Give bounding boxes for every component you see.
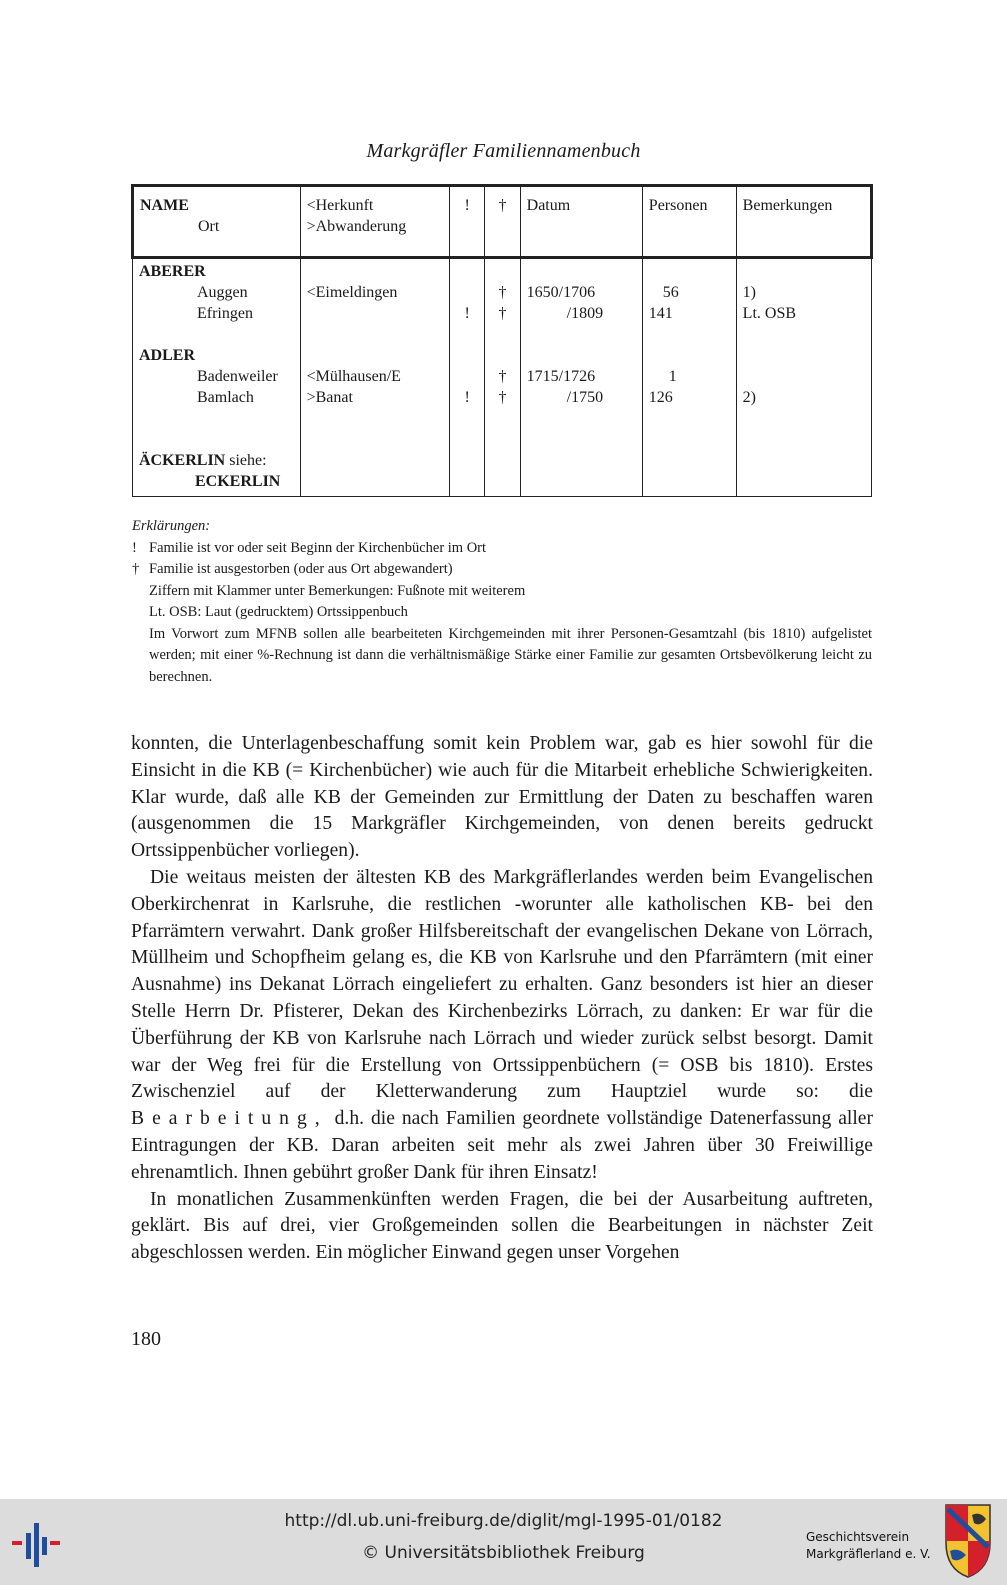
legend-item bbox=[132, 559, 872, 581]
table-row bbox=[133, 345, 872, 366]
footer-bar bbox=[0, 1499, 1007, 1585]
header-name: NAME bbox=[140, 197, 189, 214]
legend-symbol: † bbox=[132, 561, 140, 577]
header-personen: Personen bbox=[642, 186, 736, 258]
legend-text: Ziffern mit Klammer unter Bemerkungen: Fußnote mit weiterem bbox=[149, 582, 526, 599]
header-ort: Ort bbox=[198, 218, 220, 235]
header-dagger: † bbox=[485, 186, 520, 258]
dagger-cell: † bbox=[485, 366, 520, 387]
header-herkunft-cell bbox=[300, 186, 449, 258]
header-abwanderung: >Abwanderung bbox=[306, 218, 407, 235]
source-url-link[interactable]: http://dl.ub.uni-freiburg.de/diglit/mgl-1995-01/0182 bbox=[284, 1511, 723, 1531]
personen-cell: 56 bbox=[642, 282, 736, 303]
legend-item bbox=[132, 581, 872, 603]
org-line-2: Markgräflerland e. V. bbox=[806, 1547, 931, 1561]
header-excl: ! bbox=[449, 186, 484, 258]
surname: ADLER bbox=[139, 347, 196, 364]
datum-cell: /1750 bbox=[520, 387, 642, 408]
dagger-cell: † bbox=[485, 387, 520, 408]
paragraph: konnten, die Unterlagenbeschaffung somit kein Problem war, gab es hier sowohl für die Einsicht in die KB (= Kirchenbücher) wie auch für die Mitarbeit erhebliche Schwierigkeiten. Klar wurde, daß alle KB der Gemeinden zur Ermittlung der Daten zu beschaffen waren (ausgenommen die 15 Markgräfler Kirchgemeinden, von denen bereits gedruckt Ortssippenbücher vorliegen). bbox=[131, 733, 873, 862]
personen-cell: 126 bbox=[642, 387, 736, 408]
place-name: Badenweiler bbox=[197, 368, 278, 385]
table-row bbox=[133, 387, 872, 408]
table-header-row bbox=[133, 186, 872, 258]
surname-cell bbox=[133, 258, 301, 283]
datum-cell: /1809 bbox=[520, 303, 642, 324]
legend-text: Lt. OSB: Laut (gedrucktem) Ortssippenbuch bbox=[149, 604, 408, 620]
datum-cell: 1650/1706 bbox=[520, 282, 642, 303]
table-row bbox=[133, 303, 872, 324]
place-name: Auggen bbox=[197, 284, 248, 301]
coat-of-arms-icon bbox=[944, 1503, 992, 1579]
dagger-cell: † bbox=[485, 282, 520, 303]
bemerkungen-cell: 2) bbox=[736, 387, 871, 408]
paragraph: In monatlichen Zusammenkünften werden Fragen, die bei der Ausarbeitung auftreten, geklärt. Bis auf drei, vier Großgemeinden sollen die Bearbeitungen in nächster Zeit abgeschlossen werden. Ein möglicher Einwand gegen unser Vorgehen bbox=[131, 1188, 873, 1264]
running-head: Markgräfler Familiennamenbuch bbox=[366, 140, 641, 162]
see-also-surname: ÄCKERLIN bbox=[139, 452, 226, 469]
legend-text: Familie ist ausgestorben (oder aus Ort abgewandert) bbox=[149, 561, 453, 577]
table-row bbox=[133, 282, 872, 303]
surname: ABERER bbox=[139, 263, 206, 280]
header-bemerkungen: Bemerkungen bbox=[736, 186, 871, 258]
personen-cell: 141 bbox=[642, 303, 736, 324]
bemerkungen-cell: Lt. OSB bbox=[736, 303, 871, 324]
org-line-1: Geschichtsverein bbox=[806, 1530, 910, 1544]
legend bbox=[132, 516, 872, 688]
header-name-cell bbox=[133, 186, 301, 258]
herkunft-cell: <Mülhausen/E bbox=[300, 366, 449, 387]
see-also-word: siehe: bbox=[229, 452, 267, 469]
datum-cell: 1715/1726 bbox=[520, 366, 642, 387]
see-also-target: ECKERLIN bbox=[195, 473, 281, 490]
excl-cell bbox=[449, 282, 484, 303]
excl-cell: ! bbox=[449, 387, 484, 408]
legend-item bbox=[132, 602, 872, 624]
excl-cell bbox=[449, 366, 484, 387]
table-row bbox=[133, 366, 872, 387]
legend-text: Familie ist vor oder seit Beginn der Kirchenbücher im Ort bbox=[149, 539, 487, 556]
table-row bbox=[133, 471, 872, 497]
header-herkunft: <Herkunft bbox=[306, 197, 374, 214]
org-name bbox=[806, 1529, 931, 1563]
place-name: Efringen bbox=[197, 305, 253, 322]
body-text bbox=[131, 731, 873, 1267]
legend-text: Im Vorwort zum MFNB sollen alle bearbeiteten Kirchgemeinden mit ihrer Personen-Gesamtzahl (bis 1810) aufgelistet werden; mit einer %-Rechnung ist dann die verhältnismäßige Stärke einer Familie zur gesamten Ortsbevölkerung leicht zu berechnen. bbox=[149, 625, 872, 685]
dagger-cell: † bbox=[485, 303, 520, 324]
personen-cell: 1 bbox=[642, 366, 736, 387]
legend-title: Erklärungen: bbox=[132, 518, 211, 534]
spaced-word: Bearbeitung, bbox=[131, 1108, 328, 1130]
herkunft-cell: <Eimeldingen bbox=[300, 282, 449, 303]
page-number: 180 bbox=[131, 1328, 161, 1350]
header-datum: Datum bbox=[520, 186, 642, 258]
paragraph bbox=[131, 865, 873, 1187]
herkunft-cell bbox=[300, 303, 449, 324]
bemerkungen-cell bbox=[736, 366, 871, 387]
excl-cell: ! bbox=[449, 303, 484, 324]
place-name: Bamlach bbox=[197, 389, 254, 406]
paragraph-part: Die weitaus meisten der ältesten KB des Markgräflerlandes werden beim Evangelischen Oberkirchenrat in Karlsruhe, die restlichen -worunter alle katholischen KB- bei den Pfarrämtern verwahrt. Dank großer Hilfsbereitschaft der evangelischen Dekane von Lörrach, Müllheim und Schopfheim gelang es, die KB von Karlsruhe und den Pfarrämtern (mit einer Ausnahme) ins Dekanat Lörrach eingeliefert zu erhalten. Ganz besonders ist hier an dieser Stelle Herrn Dr. Pfisterer, Dekan des Kirchenbezirks Lörrach, zu danken: Er war für die Überführung der KB von Karlsruhe nach Lörrach und wieder zurück selbst besorgt. Damit war der Weg frei für die Erstellung von Ortssippenbüchern (= OSB bis 1810). Erstes Zwischenziel auf der Kletterwanderung zum Hauptziel wurde so: die bbox=[131, 866, 873, 1103]
family-table bbox=[131, 184, 873, 497]
table-row bbox=[133, 450, 872, 471]
legend-symbol: ! bbox=[132, 539, 137, 556]
bemerkungen-cell: 1) bbox=[736, 282, 871, 303]
copyright: © Universitätsbibliothek Freiburg bbox=[362, 1543, 645, 1563]
herkunft-cell: >Banat bbox=[300, 387, 449, 408]
paragraph-part: d.h. die nach Familien geordnete vollständige Datenerfassung aller Eintragungen der KB. Daran arbeiten seit mehr als zwei Jahren über 30 Freiwillige ehrenamtlich. Ihnen gebührt großer Dank für ihren Einsatz! bbox=[131, 1108, 873, 1183]
legend-item bbox=[132, 624, 872, 689]
table-row bbox=[133, 258, 872, 283]
legend-item bbox=[132, 538, 872, 560]
